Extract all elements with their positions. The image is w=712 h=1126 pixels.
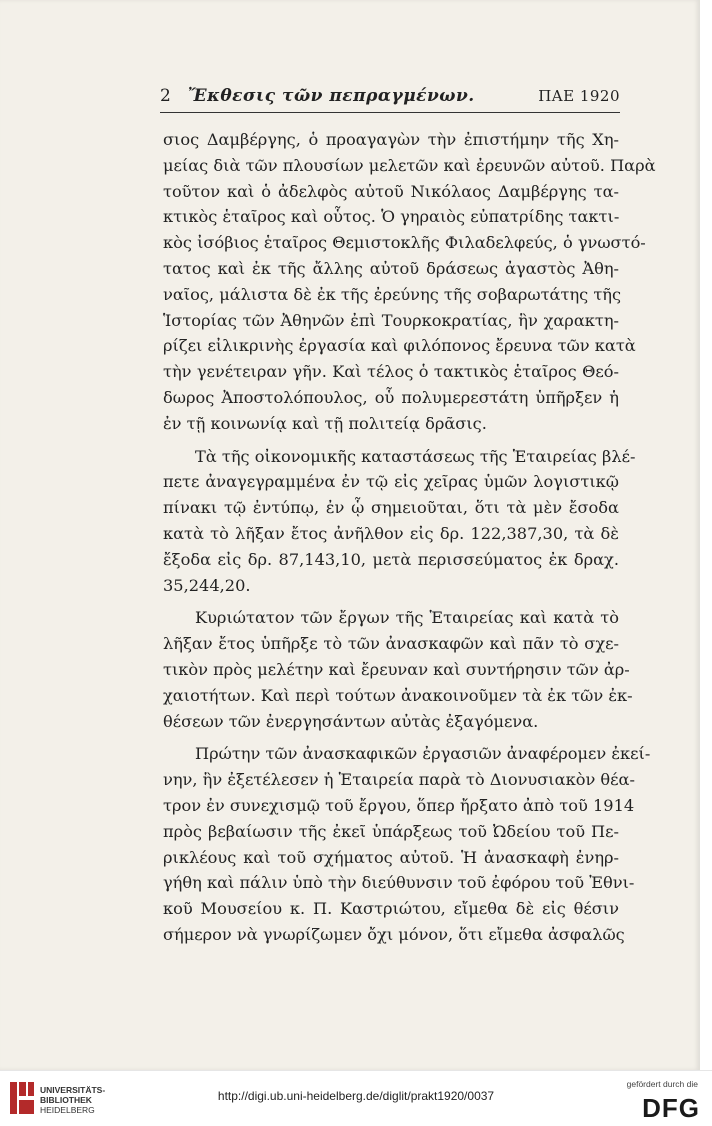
text-line: νην, ἣν ἐξετέλεσεν ἡ Ἑταιρεία παρὰ τὸ Διονυσιακὸν θέα- [163,770,635,790]
text-line: ἔξοδα εἰς δρ. 87,143,10, μετὰ περισσεύματος ἐκ δραχ. [163,549,619,569]
journal-label: ΠΑΕ 1920 [538,87,620,105]
paragraph-gap [163,598,619,605]
text-line: τατος καὶ ἐκ τῆς ἄλλης αὐτοῦ δράσεως ἀγαστὸς Ἀθη- [163,258,619,278]
text-line: ρίζει εἰλικρινὴς ἐργασία καὶ φιλόπονος ἔρευνα τῶν κατὰ [163,336,636,356]
text-line: Τὰ τῆς οἰκονομικῆς καταστάσεως τῆς Ἑταιρείας βλέ- [195,446,636,466]
text-line: σιος Δαμβέργης, ὁ προαγαγὼν τὴν ἐπιστήμην τῆς Χη- [163,130,619,149]
running-title: Ἔκθεσις τῶν πεπραγμένων. [188,86,475,106]
text-line: πίνακι τῷ ἐντύπῳ, ἐν ᾧ σημειοῦται, ὅτι τὰ μὲν ἔσοδα [163,498,619,518]
paragraph-gap [163,437,619,444]
paragraph-gap [163,734,619,741]
text-line: κοῦ Μουσείου κ. Π. Καστριώτου, εἴμεθα δὲ εἰς θέσιν [163,899,619,919]
page-number: 2 [160,86,171,106]
text-line: σήμερον νὰ γνωρίζωμεν ὄχι μόνον, ὅτι εἴμεθα ἀσφαλῶς [163,924,625,944]
library-name-line-2: BIBLIOTHEK [40,1095,92,1105]
text-line: Ἱστορίας τῶν Ἀθηνῶν ἐπὶ Τουρκοκρατίας, ἣν χαρακτη- [163,310,619,330]
text-line: χαιοτήτων. Καὶ περὶ τούτων ἀνακοινοῦμεν τὰ ἐκ τῶν ἐκ- [163,685,633,705]
permalink-url[interactable]: http://digi.ub.uni-heidelberg.de/diglit/prakt1920/0037 [217,1089,495,1103]
text-line: θέσεων τῶν ἐνεργησάντων αὐτὰς ἐξαγόμενα. [163,711,539,731]
text-line: 35,244,20. [163,575,251,595]
library-city: HEIDELBERG [40,1105,95,1115]
page-edge [700,0,712,1070]
text-line: ρικλέους καὶ τοῦ σχήματος αὐτοῦ. Ἡ ἀνασκαφὴ ἐνηρ- [163,847,619,867]
text-line: τρον ἐν συνεχισμῷ τοῦ ἔργου, ὅπερ ἤρξατο ἀπὸ τοῦ 1914 [163,795,635,815]
text-line: μείας διὰ τῶν πλουσίων μελετῶν καὶ ἐρευνῶν αὐτοῦ. Παρὰ [163,155,656,175]
text-line: κτικὸς ἑταῖρος καὶ οὗτος. Ὁ γηραιὸς εὐπατρίδης τακτι- [163,207,620,227]
text-line: κὸς ἰσόβιος ἑταῖρος Θεμιστοκλῆς Φιλαδελφεύς, ὁ γνωστό- [163,233,646,253]
header-rule [160,112,620,113]
text-line: Πρώτην τῶν ἀνασκαφικῶν ἐργασιῶν ἀναφέρομεν ἐκεί- [195,744,651,764]
text-line: λῆξαν ἔτος ὑπῆρξε τὸ τῶν ἀνασκαφῶν καὶ πᾶν τὸ σχε- [163,634,619,654]
text-line: τικὸν πρὸς μελέτην καὶ ἔρευναν καὶ συντήρησιν τῶν ἀρ- [163,659,630,679]
viewer-footer [0,1070,712,1126]
body-text [163,127,656,948]
text-line: πετε ἀναγεγραμμένα ἐν τῷ εἰς χεῖρας ὑμῶν λογιστικῷ [163,472,619,492]
text-line: κατὰ τὸ λῆξαν ἔτος ἀνῆλθον εἰς δρ. 122,387,30, τὰ δὲ [163,523,619,543]
text-line: πρὸς βεβαίωσιν τῆς ἐκεῖ ὑπάρξεως τοῦ Ὠδείου τοῦ Πε- [163,821,619,841]
text-line: τοῦτον καὶ ὁ ἀδελφὸς αὐτοῦ Νικόλαος Δαμβέργης τα- [163,181,619,201]
text-line: δωρος Ἀποστολόπουλος, οὗ πολυμερεστάτη ὑπῆρξεν ἡ [163,387,619,407]
library-name-line-1: UNIVERSITÄTS- [40,1085,106,1095]
text-line: ναῖος, μάλιστα δὲ ἐκ τῆς ἐρεύνης τῆς σοβαρωτάτης τῆς [163,284,622,304]
text-line: τὴν γενέτειραν γῆν. Καὶ τέλος ὁ τακτικὸς ἑταῖρος Θεό- [163,362,619,382]
dfg-logo: DFG [642,1093,700,1123]
text-line: ἐν τῇ κοινωνίᾳ καὶ τῇ πολιτείᾳ δρᾶσις. [163,413,487,433]
running-header [160,86,620,110]
funding-note: gefördert durch die [626,1079,698,1089]
text-line: Κυριώτατον τῶν ἔργων τῆς Ἑταιρείας καὶ κατὰ τὸ [195,608,619,628]
text-line: γήθη καὶ πάλιν ὑπὸ τὴν διεύθυνσιν τοῦ ἐφόρου τοῦ Ἐθνι- [163,873,635,893]
